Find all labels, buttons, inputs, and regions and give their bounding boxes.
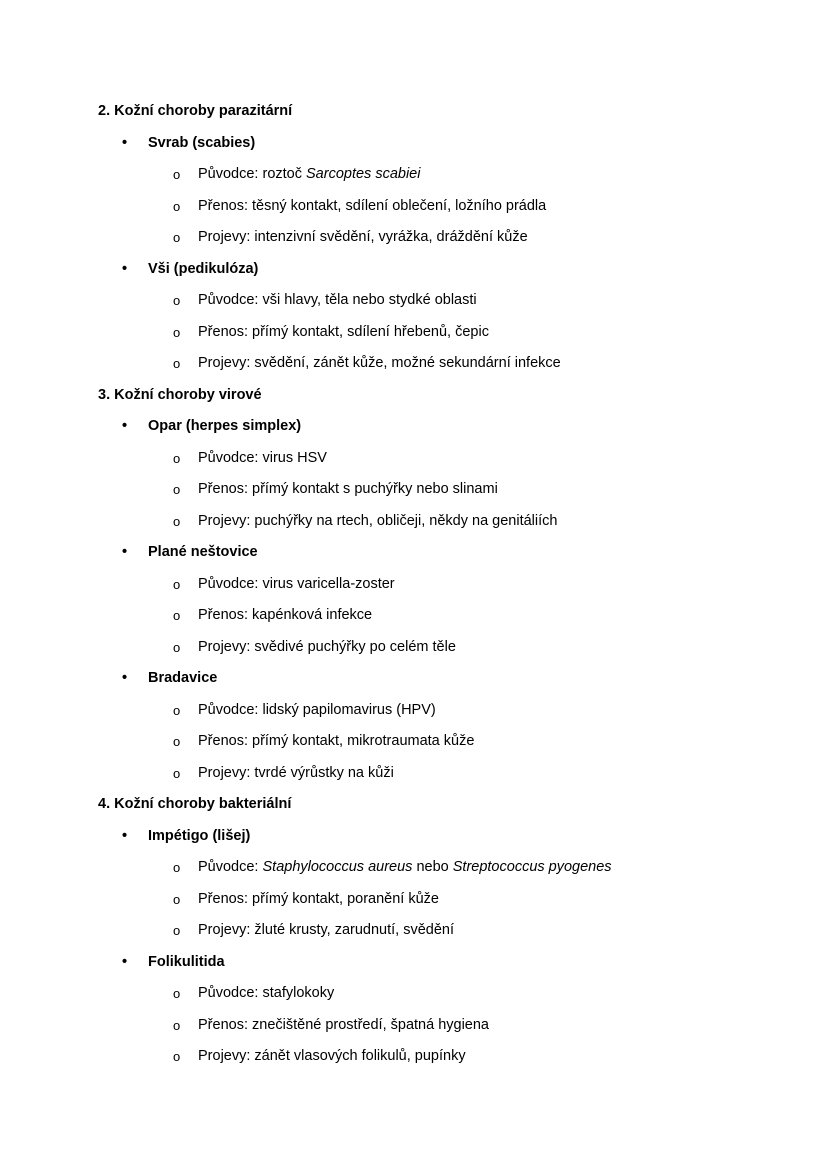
detail-text-connector: nebo — [412, 859, 453, 875]
disease-item — [98, 128, 798, 160]
detail-text: Původce: roztoč — [198, 166, 306, 182]
disease-item — [98, 947, 798, 979]
detail-item — [98, 758, 798, 790]
circle-bullet-icon: o — [173, 198, 181, 214]
detail-item — [98, 852, 798, 884]
detail-text: Původce: — [198, 859, 263, 875]
detail-item — [98, 1041, 798, 1073]
circle-bullet-icon: o — [173, 891, 181, 907]
detail-text: Přenos: znečištěné prostředí, špatná hygiena — [198, 1016, 489, 1033]
circle-bullet-icon: o — [173, 765, 181, 781]
section-heading: 4. Kožní choroby bakteriální — [98, 796, 292, 812]
circle-bullet-icon: o — [173, 986, 181, 1001]
detail-text: Projevy: puchýřky na rtech, obličeji, někdy na genitáliích — [198, 512, 558, 529]
detail-text: Projevy: tvrdé výrůstky na kůži — [198, 764, 394, 781]
circle-bullet-icon: o — [173, 734, 181, 749]
circle-bullet-icon: o — [173, 702, 181, 718]
bullet-icon: • — [122, 134, 128, 151]
bullet-icon: • — [122, 418, 128, 434]
document-content — [98, 96, 798, 1073]
detail-item — [98, 1010, 798, 1042]
section-heading: 3. Kožní choroby virové — [98, 386, 262, 403]
circle-bullet-icon: o — [173, 923, 181, 938]
circle-bullet-icon: o — [173, 450, 181, 466]
detail-item — [98, 632, 798, 664]
detail-item — [98, 506, 798, 538]
detail-text: Původce: vši hlavy, těla nebo stydké oblasti — [198, 292, 477, 308]
circle-bullet-icon: o — [173, 860, 181, 875]
circle-bullet-icon: o — [173, 230, 181, 245]
disease-item — [98, 821, 798, 853]
circle-bullet-icon: o — [173, 639, 181, 655]
detail-text: Projevy: svědivé puchýřky po celém těle — [198, 638, 456, 655]
detail-text: Přenos: těsný kontakt, sdílení oblečení, ložního prádla — [198, 197, 547, 214]
bullet-icon: • — [122, 544, 128, 560]
detail-item — [98, 884, 798, 916]
disease-name: Folikulitida — [148, 953, 225, 970]
detail-text: Přenos: přímý kontakt, mikrotraumata kůže — [198, 733, 475, 749]
detail-text: Přenos: přímý kontakt, sdílení hřebenů, čepic — [198, 323, 489, 340]
disease-item — [98, 254, 798, 286]
detail-item — [98, 348, 798, 380]
disease-item — [98, 537, 798, 569]
detail-item — [98, 600, 798, 632]
disease-item — [98, 663, 798, 695]
detail-text: Původce: virus varicella-zoster — [198, 575, 395, 592]
species-name: Streptococcus pyogenes — [452, 859, 612, 875]
detail-item — [98, 726, 798, 758]
circle-bullet-icon: o — [173, 324, 181, 340]
disease-name: Vši (pedikulóza) — [148, 260, 259, 277]
detail-text: Projevy: zánět vlasových folikulů, pupínky — [198, 1048, 466, 1064]
detail-text: Původce: lidský papilomavirus (HPV) — [198, 701, 436, 718]
circle-bullet-icon: o — [173, 482, 181, 497]
detail-text: Přenos: kapénková infekce — [198, 607, 373, 623]
circle-bullet-icon: o — [173, 293, 181, 308]
bullet-icon: • — [122, 827, 128, 844]
disease-item — [98, 411, 798, 443]
disease-name: Svrab (scabies) — [148, 134, 256, 151]
detail-text: Projevy: žluté krusty, zarudnutí, svědění — [198, 922, 455, 938]
circle-bullet-icon: o — [173, 1049, 181, 1064]
circle-bullet-icon: o — [173, 356, 181, 371]
bullet-icon: • — [122, 260, 128, 277]
detail-item — [98, 191, 798, 223]
detail-item — [98, 915, 798, 947]
detail-text: Původce: stafylokoky — [198, 985, 335, 1001]
detail-item — [98, 978, 798, 1010]
detail-text: Projevy: svědění, zánět kůže, možné sekundární infekce — [198, 355, 561, 371]
disease-name: Plané neštovice — [148, 544, 258, 560]
bullet-icon: • — [122, 953, 128, 970]
detail-item — [98, 569, 798, 601]
circle-bullet-icon: o — [173, 1017, 181, 1033]
section-heading: 2. Kožní choroby parazitární — [98, 103, 293, 119]
detail-item — [98, 474, 798, 506]
detail-item — [98, 159, 798, 191]
detail-text: Přenos: přímý kontakt s puchýřky nebo slinami — [198, 481, 498, 497]
detail-item — [98, 317, 798, 349]
detail-item — [98, 695, 798, 727]
circle-bullet-icon: o — [173, 576, 181, 592]
disease-name: Bradavice — [148, 670, 218, 686]
bullet-icon: • — [122, 670, 128, 686]
circle-bullet-icon: o — [173, 608, 181, 623]
detail-item — [98, 443, 798, 475]
disease-name: Opar (herpes simplex) — [148, 418, 302, 434]
detail-item — [98, 285, 798, 317]
detail-item — [98, 222, 798, 254]
circle-bullet-icon: o — [173, 513, 181, 529]
species-name: Staphylococcus aureus — [262, 859, 413, 875]
circle-bullet-icon: o — [173, 167, 181, 182]
species-name: Sarcoptes scabiei — [306, 166, 421, 182]
detail-text: Přenos: přímý kontakt, poranění kůže — [198, 890, 439, 907]
disease-name: Impétigo (lišej) — [148, 827, 251, 844]
detail-text: Původce: virus HSV — [198, 449, 327, 466]
detail-text: Projevy: intenzivní svědění, vyrážka, dráždění kůže — [198, 229, 528, 245]
